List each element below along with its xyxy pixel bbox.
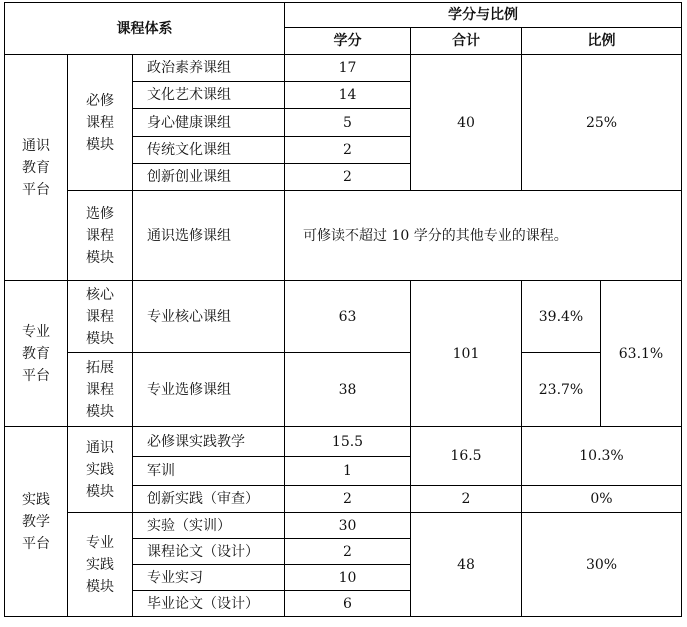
platform-general-education: 通识 教育 平台 bbox=[5, 55, 68, 281]
general-practice-ratio: 10.3% bbox=[522, 427, 682, 486]
extension-credits: 38 bbox=[285, 353, 411, 427]
general-practice-total: 16.5 bbox=[411, 427, 522, 486]
course-group-name: 传统文化课组 bbox=[133, 137, 285, 164]
practice-item-credits: 10 bbox=[285, 565, 411, 591]
module-major-practice: 专业 实践 模块 bbox=[68, 513, 133, 617]
course-group-credits: 14 bbox=[285, 82, 411, 109]
innovation-practice-total: 2 bbox=[411, 486, 522, 513]
header-credits: 学分 bbox=[285, 28, 411, 55]
major-total-ratio: 63.1% bbox=[601, 281, 682, 427]
course-group-credits: 17 bbox=[285, 55, 411, 82]
practice-item-name: 实验（实训） bbox=[133, 513, 285, 539]
practice-item-name: 必修课实践教学 bbox=[133, 427, 285, 457]
curriculum-table bbox=[4, 2, 682, 617]
module-general-required: 必修 课程 模块 bbox=[68, 55, 133, 191]
module-general-practice: 通识 实践 模块 bbox=[68, 427, 133, 513]
course-group-name: 政治素养课组 bbox=[133, 55, 285, 82]
course-group-credits: 2 bbox=[285, 137, 411, 164]
practice-item-credits: 15.5 bbox=[285, 427, 411, 457]
practice-item-credits: 6 bbox=[285, 591, 411, 617]
header-course-system: 课程体系 bbox=[5, 3, 285, 55]
practice-item-name: 军训 bbox=[133, 457, 285, 486]
course-group-credits: 5 bbox=[285, 109, 411, 137]
platform-practice-teaching: 实践 教学 平台 bbox=[5, 427, 68, 617]
elective-group-name: 通识选修课组 bbox=[133, 191, 285, 281]
major-practice-total: 48 bbox=[411, 513, 522, 617]
module-major-extension: 拓展 课程 模块 bbox=[68, 353, 133, 427]
required-ratio: 25% bbox=[522, 55, 682, 191]
extension-group-name: 专业选修课组 bbox=[133, 353, 285, 427]
practice-item-credits: 30 bbox=[285, 513, 411, 539]
practice-item-credits: 2 bbox=[285, 539, 411, 565]
extension-ratio: 23.7% bbox=[522, 353, 601, 427]
innovation-practice-ratio: 0% bbox=[522, 486, 682, 513]
course-group-credits: 2 bbox=[285, 164, 411, 191]
innovation-practice-credits: 2 bbox=[285, 486, 411, 513]
header-total: 合计 bbox=[411, 28, 522, 55]
elective-note: 可修读不超过 10 学分的其他专业的课程。 bbox=[285, 191, 682, 281]
practice-item-name: 毕业论文（设计） bbox=[133, 591, 285, 617]
innovation-practice-name: 创新实践（审查） bbox=[133, 486, 285, 513]
major-practice-ratio: 30% bbox=[522, 513, 682, 617]
required-total: 40 bbox=[411, 55, 522, 191]
header-credits-ratio: 学分与比例 bbox=[285, 3, 682, 28]
header-ratio: 比例 bbox=[522, 28, 682, 55]
practice-item-name: 课程论文（设计） bbox=[133, 539, 285, 565]
module-major-core: 核心 课程 模块 bbox=[68, 281, 133, 353]
practice-item-name: 专业实习 bbox=[133, 565, 285, 591]
core-credits: 63 bbox=[285, 281, 411, 353]
course-group-name: 身心健康课组 bbox=[133, 109, 285, 137]
core-ratio: 39.4% bbox=[522, 281, 601, 353]
practice-item-credits: 1 bbox=[285, 457, 411, 486]
module-general-elective: 选修 课程 模块 bbox=[68, 191, 133, 281]
core-group-name: 专业核心课组 bbox=[133, 281, 285, 353]
course-group-name: 文化艺术课组 bbox=[133, 82, 285, 109]
major-total: 101 bbox=[411, 281, 522, 427]
course-group-name: 创新创业课组 bbox=[133, 164, 285, 191]
platform-major-education: 专业 教育 平台 bbox=[5, 281, 68, 427]
